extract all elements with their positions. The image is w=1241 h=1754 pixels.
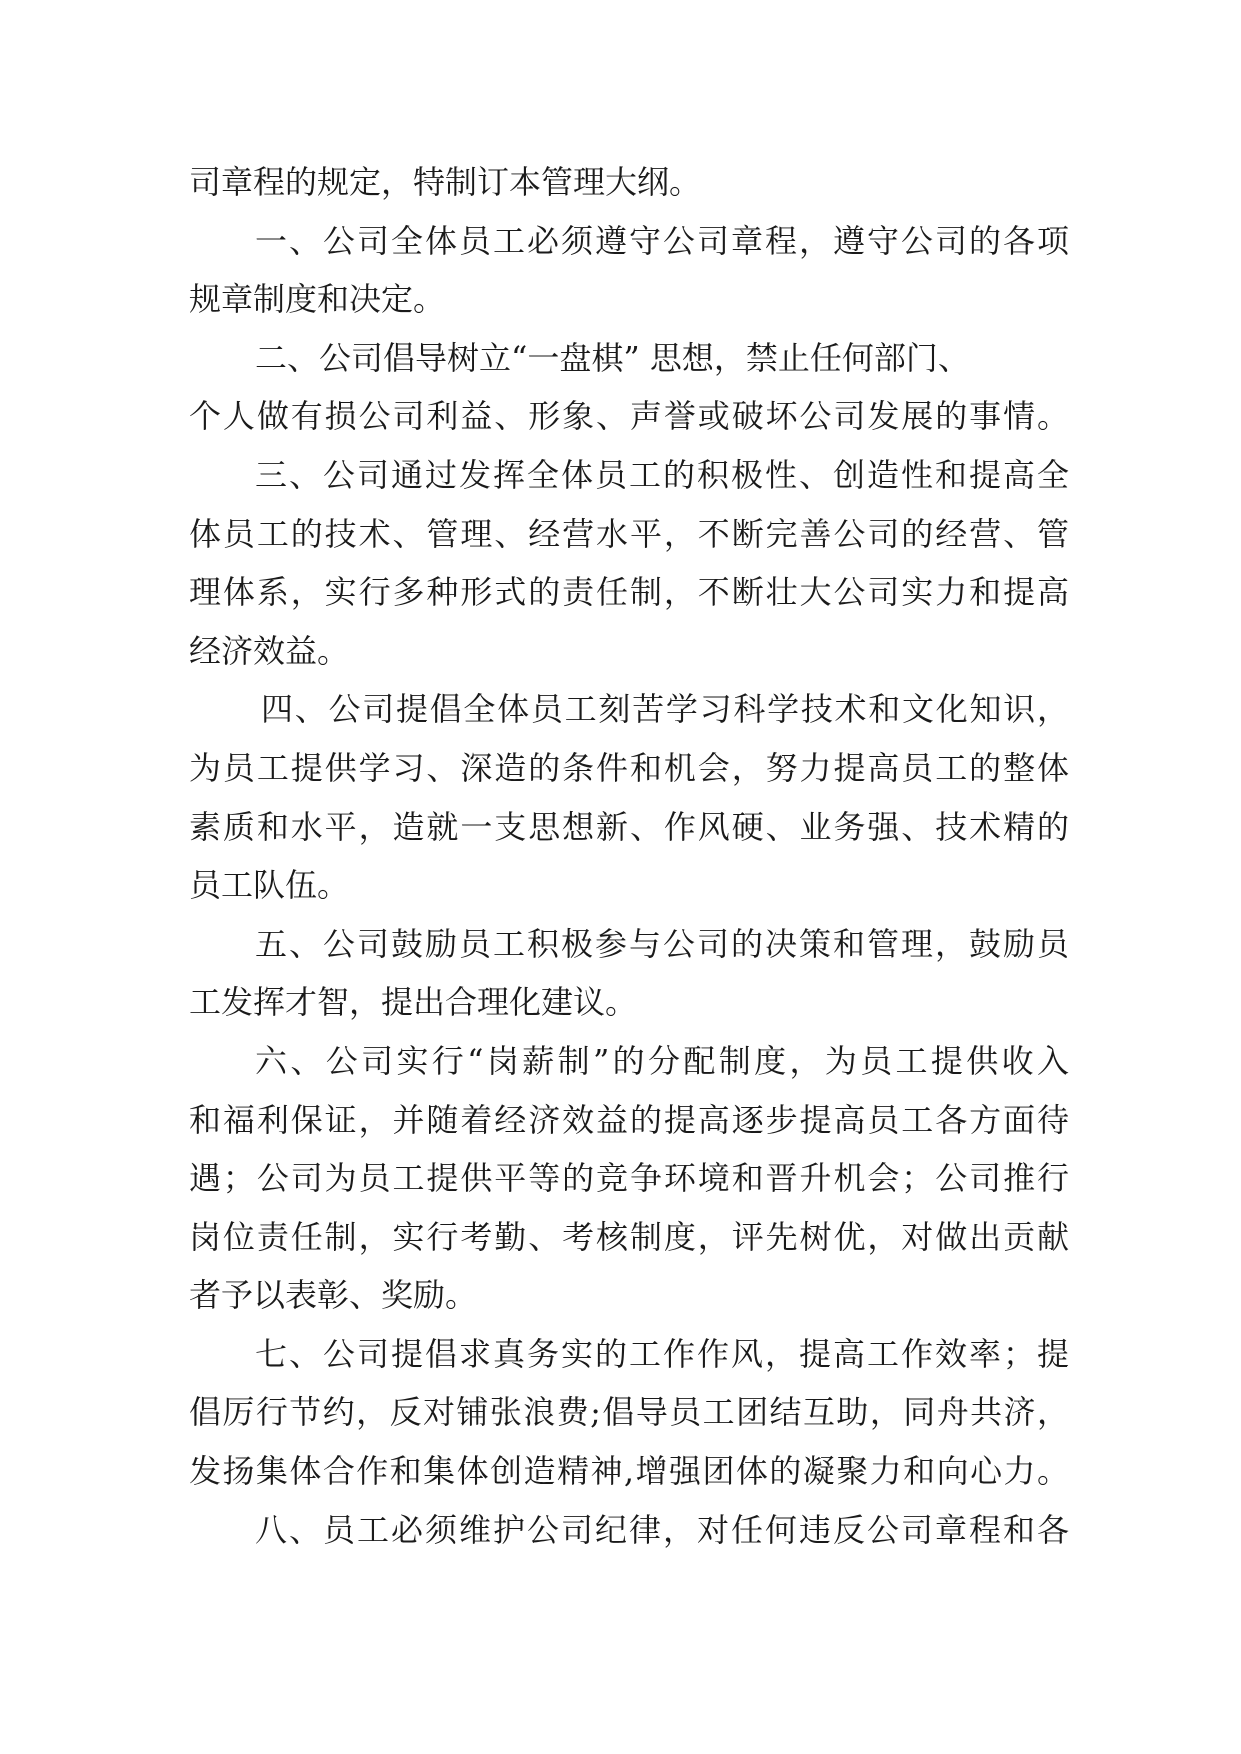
text-line: 经济效益。 (189, 631, 350, 670)
text-line: 者予以表彰、奖励。 (189, 1276, 478, 1315)
paragraph-1-line: 一、公司全体员工必须遵守公司章程，遵守公司的各项 (255, 221, 1069, 260)
document-body (189, 153, 1069, 1559)
text-line: 发扬集体合作和集体创造精神,增强团体的凝聚力和向心力。 (189, 1452, 1069, 1491)
text-line: 个人做有损公司利益、形象、声誉或破坏公司发展的事情。 (189, 397, 1069, 436)
text-line: 素质和水平，造就一支思想新、作风硬、业务强、技术精的 (189, 807, 1069, 846)
text-line: 体员工的技术、管理、经营水平，不断完善公司的经营、管 (189, 514, 1069, 553)
text-line: 规章制度和决定。 (189, 280, 446, 319)
text-line: 司章程的规定，特制订本管理大纲。 (189, 163, 702, 201)
text-line: 员工队伍。 (189, 866, 350, 905)
paragraph-3-line: 三、公司通过发挥全体员工的积极性、创造性和提高全 (255, 455, 1069, 494)
paragraph-5-line: 五、公司鼓励员工积极参与公司的决策和管理，鼓励员 (255, 924, 1069, 963)
text-line: 岗位责任制，实行考勤、考核制度，评先树优，对做出贡献 (189, 1217, 1069, 1256)
text-line: 倡厉行节约，反对铺张浪费;倡导员工团结互助，同舟共济， (189, 1393, 1069, 1432)
paragraph-7-line: 七、公司提倡求真务实的工作作风，提高工作效率；提 (255, 1334, 1069, 1373)
paragraph-6-line: 六、公司实行“岗薪制”的分配制度，为员工提供收入 (255, 1041, 1069, 1080)
paragraph-8-line: 八、员工必须维护公司纪律，对任何违反公司章程和各 (255, 1510, 1069, 1549)
text-line: 和福利保证，并随着经济效益的提高逐步提高员工各方面待 (189, 1100, 1069, 1139)
text-line: 工发挥才智，提出合理化建议。 (189, 983, 638, 1022)
text-line: 为员工提供学习、深造的条件和机会，努力提高员工的整体 (189, 748, 1069, 787)
text-line: 遇；公司为员工提供平等的竞争环境和晋升机会；公司推行 (189, 1159, 1069, 1198)
paragraph-2-line: 二、公司倡导树立“一盘棋” 思想，禁止任何部门、 (255, 338, 970, 377)
text-line: 理体系，实行多种形式的责任制，不断壮大公司实力和提高 (189, 573, 1069, 612)
paragraph-4-line: 四、公司提倡全体员工刻苦学习科学技术和文化知识， (261, 690, 1069, 729)
